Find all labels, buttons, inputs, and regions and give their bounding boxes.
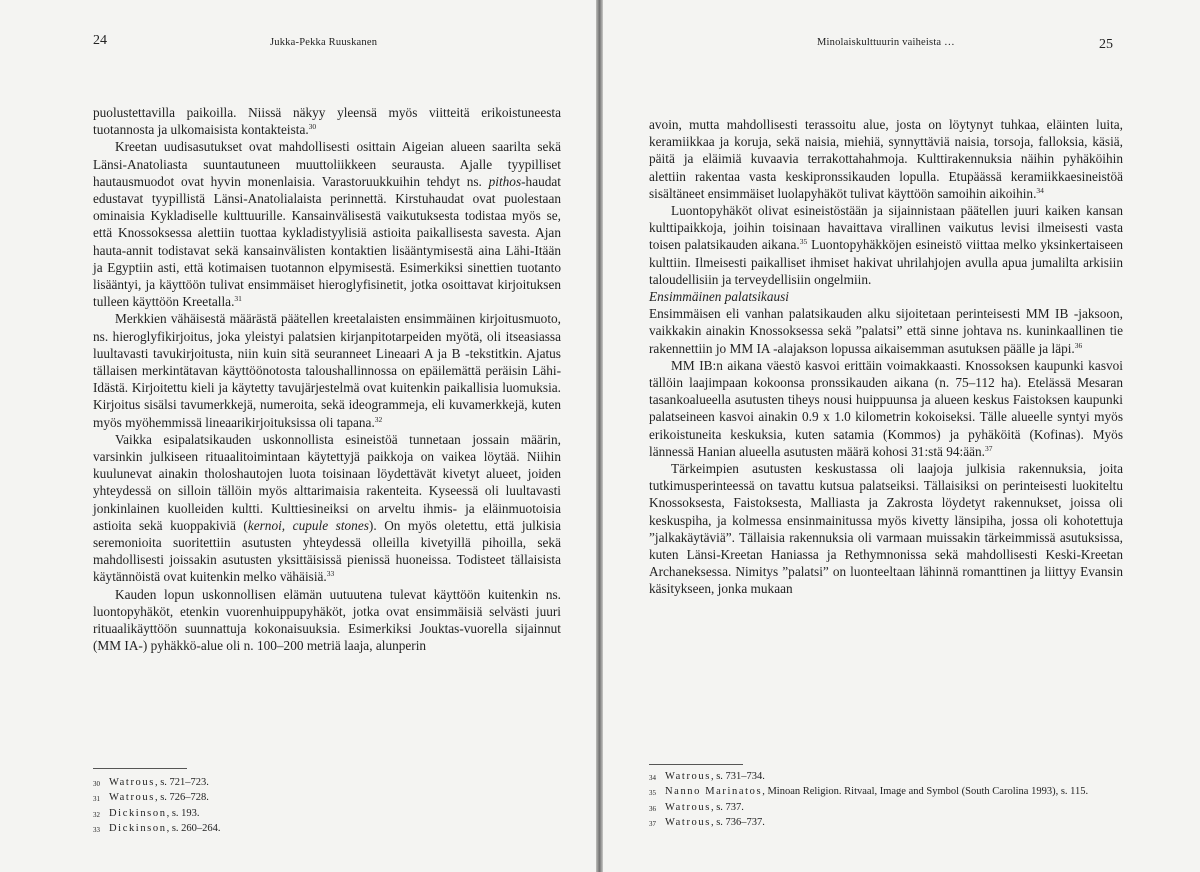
footnote-text	[109, 822, 221, 837]
footnotes	[93, 776, 563, 837]
footnote-ref: 36	[1074, 340, 1083, 350]
text-run: puolustettavilla paikoilla. Niissä näkyy yleensä myös viitteitä erikoistuneesta tuotannosta ja ulkomaisista kontakteista.	[93, 105, 561, 138]
text-run: Tärkeimpien asutusten keskustassa oli laajoja julkisia rakennuksia, joita tutkimusperinteessä on tavattu kutsua palatseiksi. Tällaisiksi on perinteisesti luokiteltu Knossoksesta, Faistoksesta, Malliasta ja Zakrosta löydetyt rakennukset, joissa oli keskuspiha, ja kolmessa ensinmainitussa myös kivetty länsipiha, jossa oli kohotettuja ”jalkakäytäviä”. Tällaisia rakennuksia oli varmaan muissakin tärkeimmissä asutuksissa, kuten Länsi-Kreetan Haniassa ja Rethymnonissa sekä mahdollisesti Keski-Kreetan Archaneksessa. Nimitys ”palatsi” on luonteeltaan lähinnä romanttinen ja liittyy Evansin käsitykseen, jonka mukaan	[649, 461, 1123, 597]
italic-text: pithos	[488, 173, 522, 189]
footnote-mark: 35	[649, 789, 656, 798]
left-page	[0, 0, 596, 872]
footnote-reference: , s. 193.	[166, 807, 200, 819]
footnote-author: Dickinson	[109, 807, 167, 819]
footnote-text	[109, 791, 209, 806]
footnote-author: Watrous	[109, 777, 155, 788]
paragraph	[649, 357, 1123, 460]
footnote-reference: , s. 260–264.	[166, 822, 221, 834]
text-run: Luontopyhäköt olivat esineistöstään ja sijainnistaan päätellen juuri kaiken kansan kulttipaikkoja, joihin toisinaan havaittava virallinen vaikutus levisi ilmeisesti vasta toisen palatsikauden aikana.	[649, 203, 1123, 253]
italic-text: kernoi, cupule stones	[247, 517, 369, 533]
paragraph	[649, 305, 1123, 357]
footnote-text	[109, 807, 200, 822]
footnote-author: Watrous	[665, 771, 711, 782]
footnote-mark: 33	[93, 825, 100, 834]
body-text	[93, 104, 561, 655]
footnote-reference: , s. 731–734.	[710, 771, 765, 782]
page-number: 24	[93, 33, 107, 48]
footnote-author: Watrous	[665, 801, 711, 813]
footnote-mark: 31	[93, 795, 100, 804]
footnote-ref: 35	[799, 237, 808, 247]
paragraph	[93, 138, 561, 310]
footnote	[93, 822, 563, 837]
footnote	[93, 807, 563, 822]
footnote-reference: , s. 737.	[710, 801, 744, 813]
section-heading: Ensimmäinen palatsikausi	[649, 289, 789, 305]
footnote-ref: 32	[374, 414, 383, 424]
text-run: avoin, mutta mahdollisesti terassoitu alue, josta on löytynyt tuhkaa, eläinten luita, keramiikkaa ja koruja, sekä naisia, miehiä, synnyttäviä naisia, torsoja, falloksia, käsiä, päitä ja eläimiä kuvaavia terrakottahahmoja. Kulttirakennuksia näihin pyhäköihin alettiin rakentaa vasta keskipronssikauden lopulla. Etupäässä keramiikkaesineistöä sisältäneet ensimmäiset luolapyhäköt tulivat käyttöön samoihin aikoihin.	[649, 117, 1123, 201]
footnote-text	[665, 770, 765, 785]
footnote-mark: 37	[649, 819, 656, 828]
footnote-ref: 30	[308, 122, 317, 132]
footnote-reference: , Minoan Religion. Ritvaal, Image and Symbol (South Carolina 1993), s. 115.	[762, 786, 1089, 798]
paragraph	[93, 586, 561, 655]
text-run: ). On myös oletettu, että julkisia seremonioita suoritettiin asutusten yhteydessä olleilla kivetyillä pihoilla, sekä mahdollisesti joissakin asutusten yksittäisissä pienissä huoneissa. Todisteet tällaisista käytännöistä ovat kuitenkin melko vähäisiä.	[93, 517, 561, 585]
footnote	[649, 801, 1129, 816]
footnote-reference: , s. 721–723.	[154, 777, 209, 788]
footnote-ref: 37	[985, 443, 993, 453]
footnote-reference: , s. 736–737.	[710, 816, 765, 828]
footnotes	[649, 770, 1129, 831]
text-run: Ensimmäisen eli vanhan palatsikauden alku sijoitetaan perinteisesti MM IB -jaksoon, vaikkakin ainakin Knossoksessa sekä ”palatsi” että sinne johtava ns. kuninkaallinen tie rakennettiin jo MM IA -alajakson lopussa aikaisemman asutuksen päälle ja läpi.	[649, 306, 1123, 356]
page-number: 25	[1099, 37, 1113, 52]
text-run: MM IB:n aikana väestö kasvoi erittäin voimakkaasti. Knossoksen kaupunki kasvoi tällöin laajimpaan kokoonsa pronssikauden aikana (n. 75–112 ha). Etelässä Mesaran tasankoalueella asutusten tiheys nousi huippuunsa ja alueen keskus Faistoksen kaupunki palatseineen kasvoi ainakin 0.9 x 1.0 kilometrin kokoiseksi. Tälle alueelle syntyi myös erikoistuneita keskuksia, kuten satamia (Kommos) ja pyhäköitä (Kofinas). Myös lännessä Hanian alueella asutusten määrä kohosi 31:stä 94:ään.	[649, 357, 1123, 459]
paragraph	[93, 310, 561, 430]
footnote	[649, 785, 1129, 800]
text-run: Merkkien vähäisestä määrästä päätellen kreetalaisten ensimmäinen kirjoitusmuoto, ns. hieroglyfikirjoitus, joka yleistyi palatsien kirjanpitotarpeiden myötä, oli itseasiassa luultavasti tavukirjoitusta, niin kuin sitä seuranneet Lineaari A ja B -tekstitkin. Ajatus tällaisen merkintätavan käyttöönotosta taloushallinnossa on epäilemättä peräisin Lähi-Idästä. Kirjoitettu kieli ja käytetty tavujärjestelmä ovat kuitenkin paikallisia luomuksia. Kirjoitus sisälsi tavumerkkejä, numeroita, sekä ideogrammeja, eli kuvamerkkejä, kuten myös myöhemmissä lineaarikirjoituksissa oli tapana.	[93, 311, 561, 430]
footnote-text	[665, 785, 1088, 800]
paragraph	[93, 104, 561, 138]
footnote-text	[665, 816, 765, 831]
footnote-mark: 30	[93, 780, 100, 788]
text-run: Vaikka esipalatsikauden uskonnollista esineistöä tunnetaan jossain määrin, varsinkin julkiseen rituaalitoimintaan käytettyjä paikkoja on vaikea löytää. Niihin kuulunevat ainakin tholoshautojen luota toisinaan löydettävät kivetyt alueet, joiden yhteydessä on silloin tällöin myös alttarimaisia rakenteita. Kyseessä oli luultavasti jonkinlainen kuolleiden kultti. Kulttiesineiksi on arveltu ihmis- ja eläinmuotoisia astioita sekä kuoppakiviä (	[93, 431, 561, 533]
footnote-ref: 34	[1036, 185, 1044, 195]
footnote-rule	[93, 768, 187, 769]
running-head: Minolaiskulttuurin vaiheista …	[817, 37, 955, 48]
text-run: -haudat edustavat tyypillistä Länsi-Anatolialaista perinnettä. Kirstuhaudat ovat puolestaan ominaisia Kykladiselle kulttuurille. Kansainvälisestä vaikutuksesta todistaa myös se, että Knossoksessa alettiin tuottaa kykladistyylisiä astioita paikallisesta savesta. Ajan hauta-annit todistavat sekä kansainvälisten kontaktien lisääntymisestä aina Lähi-Itään ja Egyptiin asti, että kotimaisen tuotannon elpymisestä. Esimerkiksi sinettien tuotanto lisääntyi, ja käyttöön tulivat ensimmäiset hieroglyfisinetit, jotka osoittavat kirjoituksen tulleen käyttöön Kreetalla.	[93, 173, 561, 310]
body-text-before-heading	[649, 116, 1123, 288]
running-head: Jukka-Pekka Ruuskanen	[270, 37, 378, 48]
footnote-mark: 32	[93, 810, 100, 819]
text-run: Kreetan uudisasutukset ovat mahdollisesti osittain Aigeian alueen saarilta sekä Länsi-Anatoliasta suuntautuneen muuttoliikkeen seurausta. Ajalle tyypilliset hautausmuodot ovat hyvin monenlaisia. Varastoruukkuihin tehdyt ns.	[93, 139, 561, 189]
footnote	[93, 776, 563, 791]
paragraph	[649, 116, 1123, 202]
footnote-rule	[649, 764, 743, 765]
footnote	[649, 770, 1129, 785]
footnote-author: Watrous	[665, 816, 711, 828]
right-page	[603, 0, 1200, 872]
footnote-ref: 33	[326, 569, 335, 579]
paragraph	[649, 202, 1123, 288]
footnote	[93, 791, 563, 806]
footnote-author: Nanno Marinatos	[665, 786, 763, 798]
footnote-author: Dickinson	[109, 822, 167, 834]
paragraph	[649, 460, 1123, 598]
footnote-mark: 34	[649, 774, 656, 782]
footnote-ref: 31	[234, 294, 242, 304]
text-run: Kauden lopun uskonnollisen elämän uutuutena tulevat käyttöön kuitenkin ns. luontopyhäköt, etenkin vuorenhuippupyhäköt, jotka ovat ensimmäisiä selvästi juuri rituaalikäyttöön suunnattuja kokonaisuuksia. Esimerkiksi Jouktas-vuorella sijainnut (MM IA-) pyhäkkö-alue oli n. 100–200 metriä laaja, alunperin	[93, 586, 561, 654]
footnote-text	[109, 776, 209, 791]
body-text-after-heading	[649, 305, 1123, 597]
footnote-reference: , s. 726–728.	[154, 792, 209, 804]
footnote-text	[665, 801, 744, 816]
body-text	[649, 116, 1123, 598]
footnote	[649, 816, 1129, 831]
paragraph	[93, 431, 561, 586]
gutter	[596, 0, 603, 872]
text-run: Luontopyhäkköjen esineistö viittaa melko yksinkertaiseen kulttiin. Ilmeisesti paikalliset ihmiset hakivat uhrilahjojen avulla apua jumalilta arkisiin taloudellisiin ja terveydellisiin ongelmiin.	[649, 237, 1123, 287]
footnote-mark: 36	[649, 804, 656, 813]
footnote-author: Watrous	[109, 792, 155, 804]
